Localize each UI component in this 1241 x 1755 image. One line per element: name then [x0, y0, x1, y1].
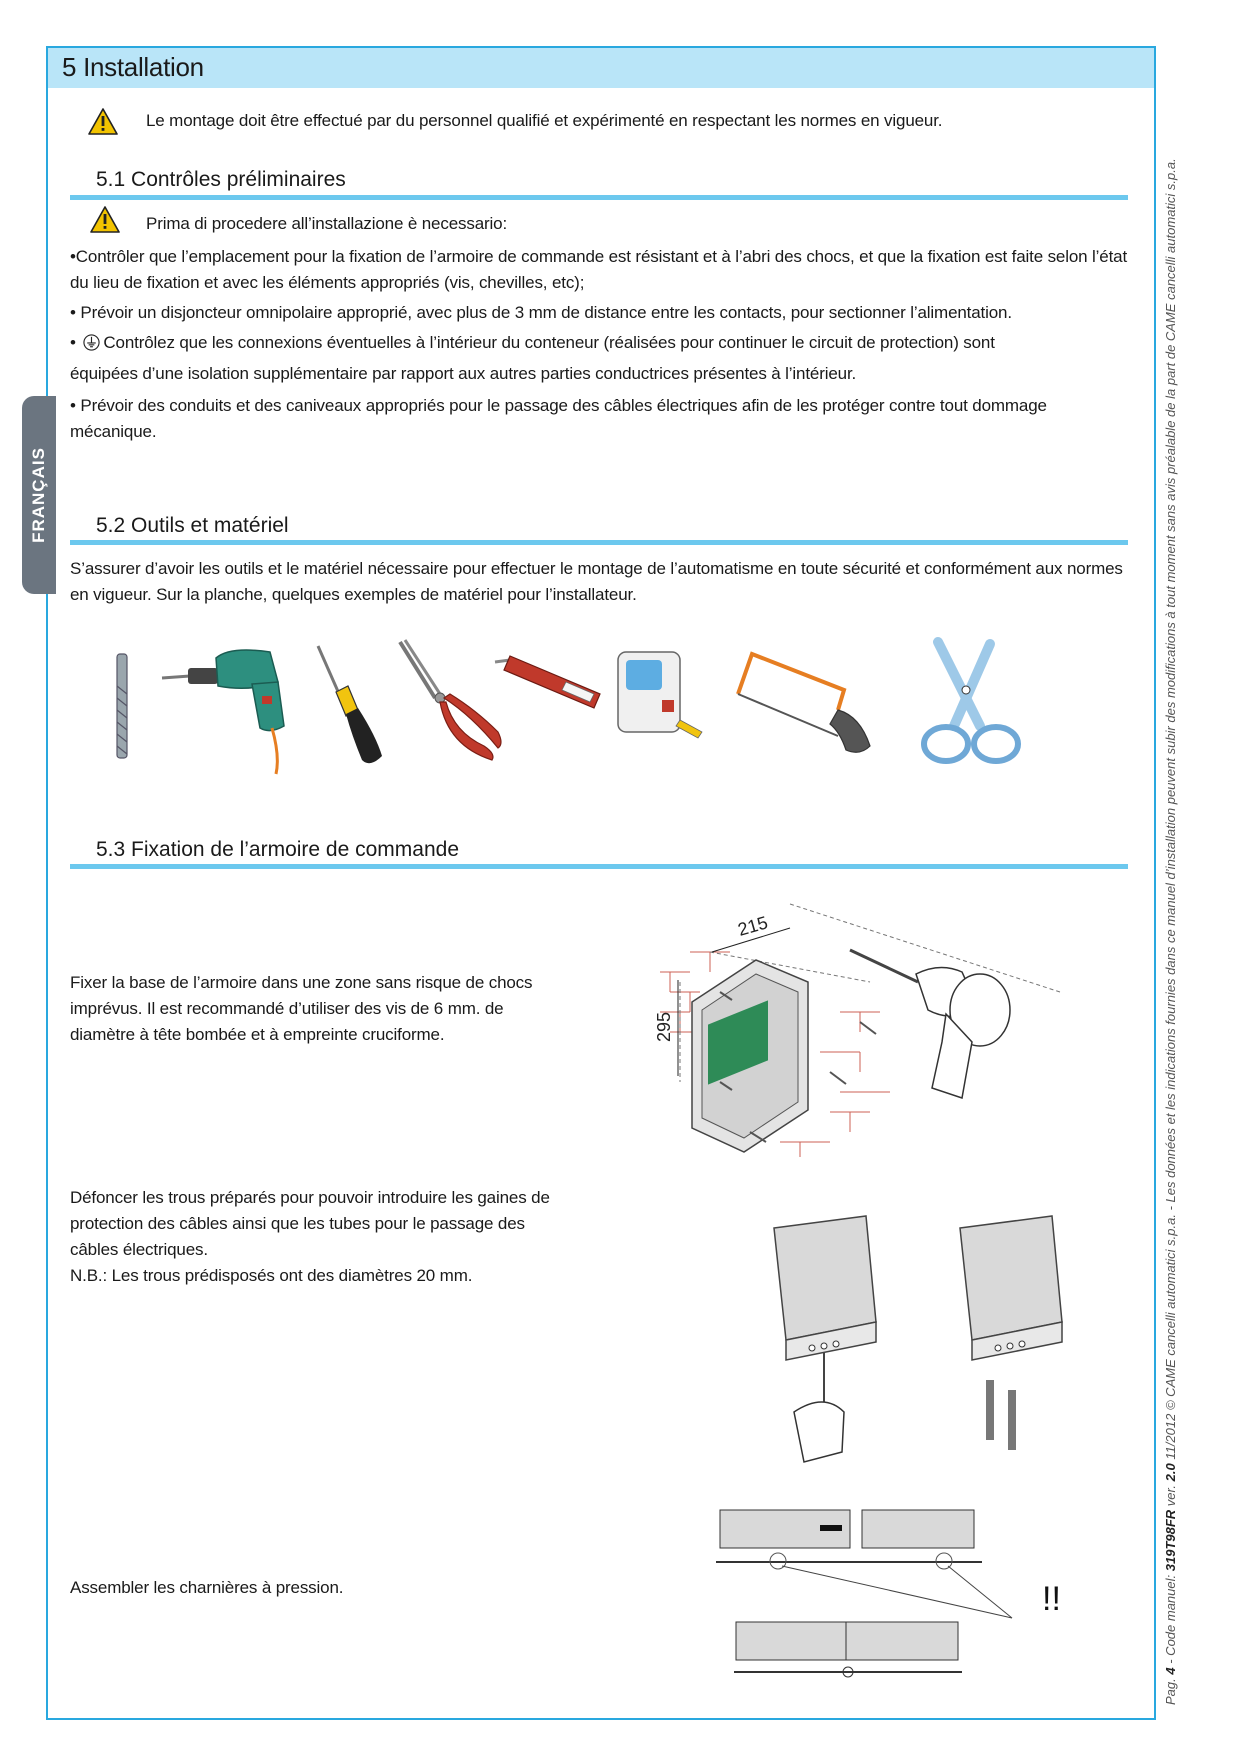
section-title-bar [48, 48, 1154, 88]
bullet: • [70, 333, 76, 352]
check-item-2: • Prévoir un disjoncteur omnipolaire approprié, avec plus de 3 mm de distance entre les contacts, pour sectionner l’alimentation. [70, 303, 1012, 322]
screwdriver-icon [318, 646, 382, 763]
step-3-text: Assembler les charnières à pression. [70, 1578, 344, 1597]
step-2-text: Défoncer les trous préparés pour pouvoir introduire les gaines de protection des câbles ainsi que les tubes pour le passage des câbles électriques. [70, 1188, 550, 1259]
hacksaw-icon [738, 654, 870, 752]
knockout-figure [764, 1212, 1094, 1492]
language-tab-label: FRANÇAIS [29, 447, 48, 543]
svg-text:295: 295 [654, 1011, 674, 1042]
copyright-text: © CAME cancelli automatici s.p.a. - Les données et les indications fournies dans ce manuel d’installation peuvent subir des modifications à tout moment sans avis préalable de la part de CAME cancelli automatici s.p.a. [1163, 158, 1178, 1411]
dimension-height [654, 980, 678, 1076]
warning-icon [90, 206, 120, 233]
page-number: 4 [1163, 1667, 1178, 1675]
page-prefix: Pag. [1163, 1678, 1178, 1705]
step-1-text: Fixer la base de l’armoire dans une zone sans risque de chocs imprévus. Il est recommandé d’utiliser des vis de 6 mm. de diamètre à tête bombée et à empreinte cruciforme. [70, 973, 533, 1044]
cutter-knife-icon [495, 656, 600, 708]
mounting-figure [650, 892, 1090, 1162]
prereq-warning-text: Prima di procedere all’installazione è necessario: [146, 214, 508, 233]
check-item-1: •Contrôler que l’emplacement pour la fixation de l’armoire de commande est résistant et à l’abri des chocs, et que la fixation est faite selon l’état du lieu de fixation et avec les éléments appropriés (vis, chevilles, etc); [70, 247, 1128, 292]
svg-text:215: 215 [735, 912, 770, 940]
code-prefix: - Code manuel: [1163, 1574, 1178, 1664]
control-box [692, 960, 808, 1152]
heading-rule-5-1 [70, 195, 1128, 200]
check-item-3-line-1: Contrôlez que les connexions éventuelles à l’intérieur du conteneur (réalisées pour continuer le circuit de protection) sont [103, 333, 995, 352]
heading-rule-5-3 [70, 864, 1128, 869]
tools-illustration [100, 636, 1140, 776]
side-footer-note [1163, 158, 1183, 1705]
earth-ground-icon [83, 334, 100, 351]
power-drill-icon [794, 1352, 844, 1462]
power-drill-icon [162, 650, 284, 774]
hinge-warning-mark: !! [1042, 1580, 1061, 1618]
heading-5-3: 5.3 Fixation de l’armoire de commande [96, 838, 460, 861]
hinge-open [716, 1510, 1012, 1618]
version-prefix: ver. [1163, 1485, 1178, 1507]
box-left [774, 1216, 876, 1360]
heading-5-1: 5.1 Contrôles préliminaires [96, 168, 346, 191]
drill-bit-icon [117, 654, 127, 758]
check-item-3 [70, 330, 1128, 356]
scissors-icon [924, 642, 1018, 761]
check-item-3-line-2: équipées d’une isolation supplémentaire par rapport aux autres parties conductrices présentes à l’intérieur. [70, 364, 857, 383]
manual-version: 2.0 [1163, 1463, 1178, 1482]
step-2-note: N.B.: Les trous prédisposés ont des diamètres 20 mm. [70, 1266, 473, 1285]
box-right [960, 1216, 1062, 1360]
heading-5-2: 5.2 Outils et matériel [96, 514, 289, 537]
language-tab [22, 396, 56, 594]
intro-warning-text: Le montage doit être effectué par du personnel qualifié et expérimenté en respectant les normes en vigueur. [146, 111, 943, 130]
cable-glands [986, 1380, 1016, 1450]
check-item-4: • Prévoir des conduits et des caniveaux appropriés pour le passage des câbles électriques afin de les protéger contre tout dommage mécanique. [70, 396, 1047, 441]
heading-rule-5-2 [70, 540, 1128, 545]
warning-icon [88, 108, 118, 135]
manual-code: 319T98FR [1163, 1509, 1178, 1572]
tape-measure-icon [618, 652, 702, 738]
manual-date: 11/2012 [1163, 1413, 1178, 1460]
hinge-figure [712, 1500, 1112, 1700]
hinge-closed [734, 1622, 962, 1677]
pliers-icon [400, 640, 501, 760]
tools-text: S’assurer d’avoir les outils et le matériel nécessaire pour effectuer le montage de l’automatisme en toute sécurité et conformément aux normes en vigueur. Sur la planche, quelques exemples de matériel pour l’installateur. [70, 559, 1123, 604]
dimension-width [712, 912, 790, 952]
section-title: 5 Installation [62, 52, 204, 82]
power-drill-icon [850, 950, 1010, 1098]
